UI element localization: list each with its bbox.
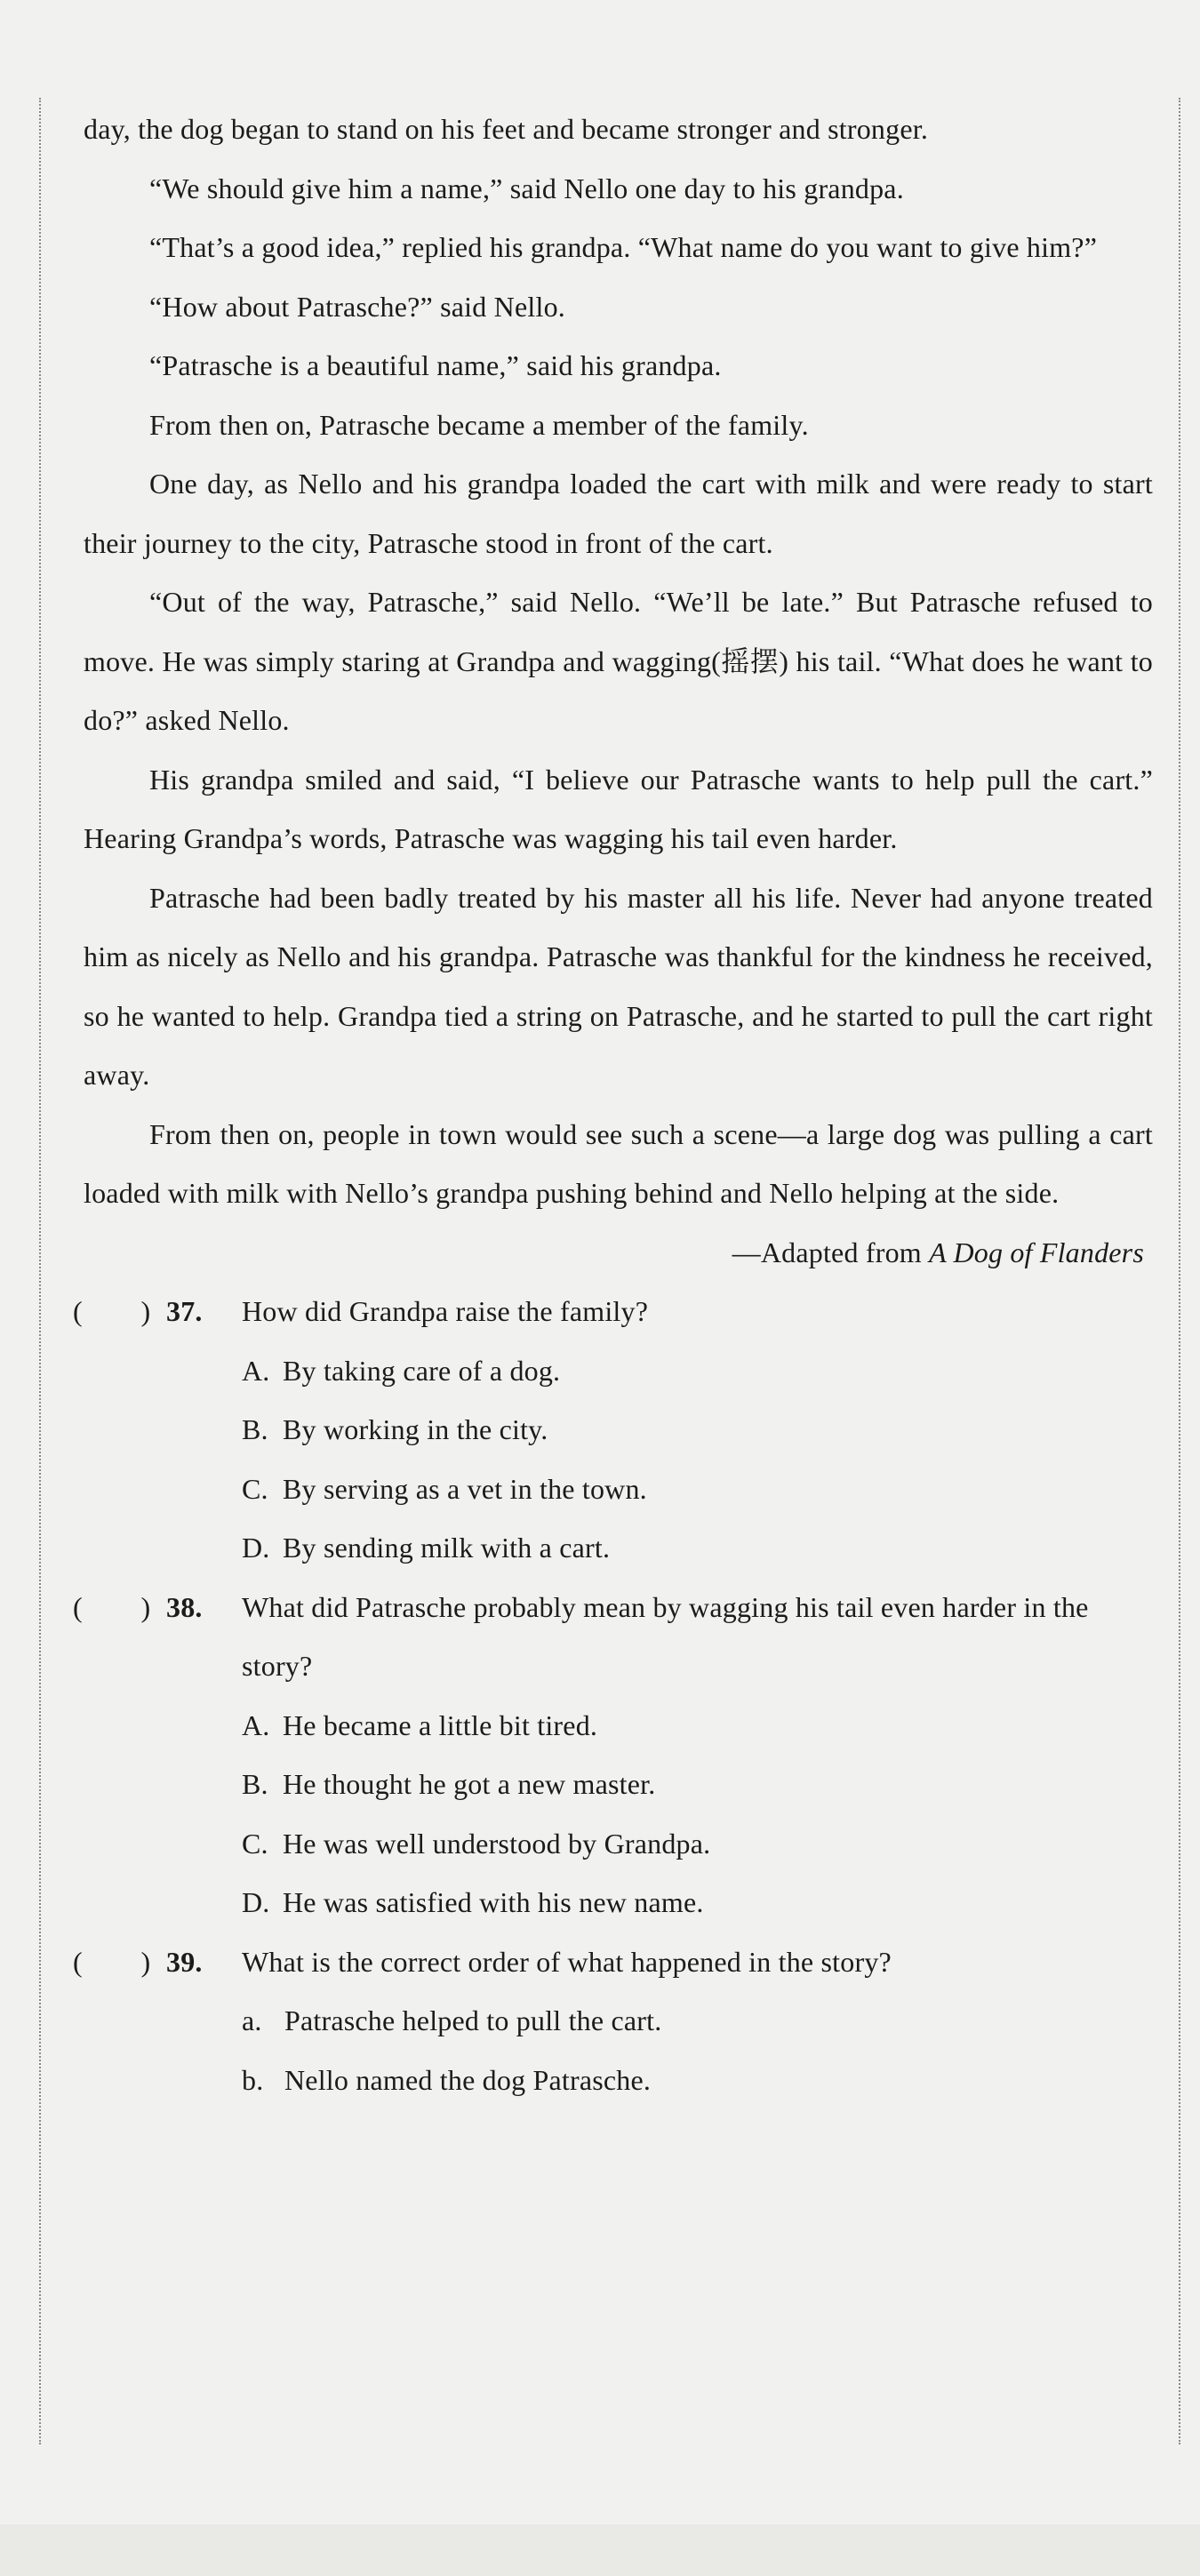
question-38-options	[84, 1696, 1153, 1932]
option-letter: D.	[242, 1886, 270, 1918]
left-margin-rule	[39, 98, 41, 2444]
option-d	[242, 1873, 1153, 1932]
passage-paragraph: From then on, people in town would see such a scene—a large dog was pulling a cart loaded with milk with Nello’s grandpa pushing behind and Nello helping at the side.	[84, 1117, 1153, 1209]
passage-paragraph: “That’s a good idea,” replied his grandpa. “What name do you want to give him?”	[149, 231, 1098, 263]
option-text: By serving as a vet in the town.	[283, 1472, 647, 1505]
option-text: He was satisfied with his new name.	[283, 1886, 704, 1918]
option-letter: C.	[242, 1827, 268, 1860]
passage-paragraph: “Out of the way, Patrasche,” said Nello. “We’ll be late.” But Patrasche refused to move. He was simply staring at Grandpa and wagging(摇摆) his tail. “What does he want to do?” asked Nello.	[84, 586, 1153, 736]
option-a	[242, 1696, 1153, 1756]
event-b	[242, 2051, 1153, 2110]
option-text: He thought he got a new master.	[283, 1768, 656, 1800]
option-letter: B.	[242, 1413, 268, 1445]
option-c	[242, 1460, 1153, 1519]
option-letter: A.	[242, 1708, 270, 1741]
question-stem: What is the correct order of what happened in the story?	[242, 1945, 892, 1978]
passage-paragraph: “Patrasche is a beautiful name,” said his grandpa.	[149, 349, 722, 381]
option-text: He was well understood by Grandpa.	[283, 1827, 711, 1860]
question-37	[73, 1282, 1153, 1341]
question-39	[73, 1932, 1153, 1992]
reading-passage	[73, 100, 1153, 2109]
option-letter: B.	[242, 1768, 268, 1800]
answer-blank[interactable]: ( )	[73, 1945, 151, 1978]
option-b	[242, 1400, 1153, 1460]
option-text: Nello named the dog Patrasche.	[284, 2063, 652, 2096]
option-b	[242, 1755, 1153, 1814]
option-letter: D.	[242, 1532, 270, 1564]
passage-paragraph: Patrasche had been badly treated by his master all his life. Never had anyone treated him as nicely as Nello and his grandpa. Patrasche was thankful for the kindness he received, so he wanted to help. Grandpa tied a string on Patrasche, and he started to pull the cart right away.	[84, 881, 1153, 1091]
question-number: 38.	[166, 1590, 203, 1623]
question-stem: What did Patrasche probably mean by wagging his tail even harder in the story?	[242, 1590, 1089, 1682]
passage-paragraph: From then on, Patrasche became a member of the family.	[149, 408, 809, 441]
option-text: Patrasche helped to pull the cart.	[284, 2004, 662, 2036]
option-letter: b.	[242, 2063, 264, 2096]
page-bottom-edge	[0, 2524, 1200, 2576]
passage-paragraph: “We should give him a name,” said Nello one day to his grandpa.	[149, 172, 904, 204]
passage-source	[84, 1223, 1153, 1283]
passage-paragraph: His grandpa smiled and said, “I believe our Patrasche wants to help pull the cart.” Hearing Grandpa’s words, Patrasche was wagging his tail even harder.	[84, 763, 1153, 854]
option-text: He became a little bit tired.	[283, 1708, 598, 1741]
question-stem: How did Grandpa raise the family?	[242, 1295, 649, 1327]
passage-paragraph: day, the dog began to stand on his feet and became stronger and stronger.	[84, 113, 929, 145]
right-margin-rule	[1179, 98, 1180, 2444]
question-number: 39.	[166, 1945, 203, 1978]
option-letter: a.	[242, 2004, 262, 2036]
answer-blank[interactable]: ( )	[73, 1295, 151, 1327]
option-text: By taking care of a dog.	[283, 1354, 561, 1387]
question-37-options	[84, 1341, 1153, 1578]
source-title: A Dog of Flanders	[929, 1236, 1144, 1268]
option-c	[242, 1814, 1153, 1874]
option-a	[242, 1341, 1153, 1401]
option-d	[242, 1518, 1153, 1578]
passage-paragraph: “How about Patrasche?” said Nello.	[149, 290, 565, 323]
passage-paragraph: One day, as Nello and his grandpa loaded the cart with milk and were ready to start their journey to the city, Patrasche stood in front of the cart.	[84, 468, 1153, 559]
question-number: 37.	[166, 1295, 203, 1327]
source-prefix: —Adapted from	[732, 1236, 930, 1268]
event-a	[242, 1991, 1153, 2051]
question-38	[73, 1578, 1153, 1696]
answer-blank[interactable]: ( )	[73, 1590, 151, 1623]
option-text: By working in the city.	[283, 1413, 548, 1445]
question-39-options	[84, 1991, 1153, 2109]
option-letter: C.	[242, 1472, 268, 1505]
option-letter: A.	[242, 1354, 270, 1387]
option-text: By sending milk with a cart.	[283, 1532, 611, 1564]
